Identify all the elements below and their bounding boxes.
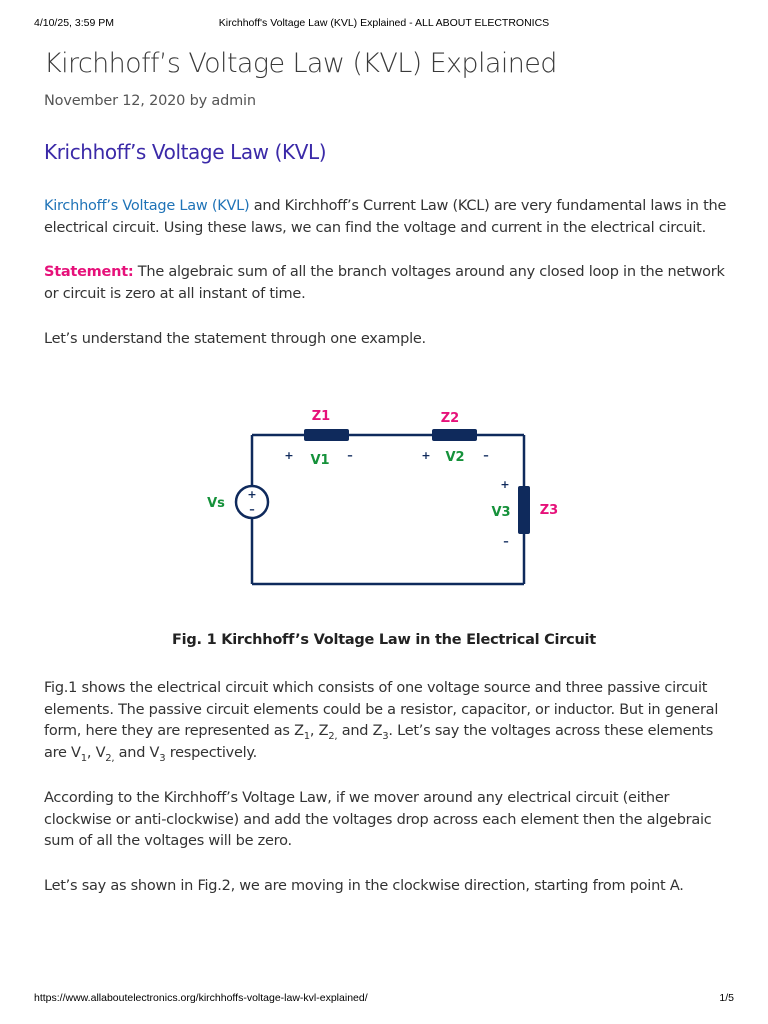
v3-label: V3 xyxy=(491,505,511,520)
fig1-text-4: . Let’s say the voltages across these elements are V xyxy=(44,723,714,761)
z2-impedance xyxy=(432,429,477,441)
fig1-text-5: , V xyxy=(86,744,106,761)
intro-paragraph xyxy=(44,196,734,239)
z3-label: Z3 xyxy=(539,503,559,518)
article-continued xyxy=(44,678,734,897)
z2-label: Z2 xyxy=(440,411,460,426)
section-heading: Krichhoff’s Voltage Law (KVL) xyxy=(44,140,327,164)
statement-text: The algebraic sum of all the branch voltages around any closed loop in the network or circuit is zero at all instant of time. xyxy=(44,264,725,302)
subscript: 1 xyxy=(303,730,310,742)
circuit-diagram xyxy=(200,400,559,600)
v1-label: V1 xyxy=(310,453,330,468)
v3-plus-sign: + xyxy=(500,478,510,491)
subscript: 2, xyxy=(328,730,338,742)
print-page-number: 1/5 xyxy=(719,992,734,1004)
subscript: 1 xyxy=(80,752,87,764)
z1-impedance xyxy=(304,429,349,441)
subscript: 3 xyxy=(382,730,389,742)
print-datetime: 4/10/25, 3:59 PM xyxy=(34,17,114,29)
fig1-text-3: and Z xyxy=(337,723,383,739)
statement-label: Statement: xyxy=(44,264,134,280)
article xyxy=(44,44,734,351)
subscript: 3 xyxy=(159,752,166,764)
fig1-text-6: and V xyxy=(114,744,160,761)
intro-text: and Kirchhoff’s Current Law (KCL) are very fundamental laws in the electrical circuit. Using these laws, we can find the voltage and current in the electrical circuit. xyxy=(44,198,727,236)
subscript: 2, xyxy=(105,752,115,764)
figure-caption: Fig. 1 Kirchhoff’s Voltage Law in the Electrical Circuit xyxy=(172,632,596,648)
v1-minus-sign: – xyxy=(347,449,353,462)
fig1-text-2: , Z xyxy=(309,723,329,739)
v2-minus-sign: – xyxy=(483,449,489,462)
z3-impedance xyxy=(518,486,530,534)
print-page-title: Kirchhoff's Voltage Law (KVL) Explained - ALL ABOUT ELECTRONICS xyxy=(218,17,550,29)
page-title: Kirchhoff’s Voltage Law (KVL) Explained xyxy=(44,48,557,79)
print-url: https://www.allaboutelectronics.org/kirchhoffs-voltage-law-kvl-explained/ xyxy=(34,992,368,1004)
v2-plus-sign: + xyxy=(421,449,431,462)
kvl-explanation: According to the Kirchhoff’s Voltage Law, if we mover around any electrical circuit (either clockwise or anti-clockwise) and add the voltages drop across each element then the algebraic sum of all the voltages will be zero. xyxy=(44,790,712,849)
source-minus-sign: – xyxy=(249,503,255,516)
fig1-text-1: Fig.1 shows the electrical circuit which consists of one voltage source and three passive circuit elements. The passive circuit elements could be a resistor, capacitor, or inductor. But in general form, here they are represented as Z xyxy=(44,680,719,739)
kvl-link[interactable]: Kirchhoff’s Voltage Law (KVL) xyxy=(44,198,250,214)
fig1-text-7: respectively. xyxy=(165,744,258,761)
v3-minus-sign: – xyxy=(503,535,509,548)
source-plus-sign: + xyxy=(247,488,257,501)
fig2-intro: Let’s say as shown in Fig.2, we are moving in the clockwise direction, starting from point A. xyxy=(44,877,684,894)
v1-plus-sign: + xyxy=(284,449,294,462)
statement-paragraph xyxy=(44,262,734,305)
fig1-description xyxy=(44,678,734,764)
example-intro: Let’s understand the statement through one example. xyxy=(44,331,426,347)
print-header xyxy=(0,17,768,31)
v2-label: V2 xyxy=(445,450,465,465)
vs-label: Vs xyxy=(207,496,225,511)
z1-label: Z1 xyxy=(311,409,331,424)
post-meta: November 12, 2020 by admin xyxy=(44,93,256,109)
